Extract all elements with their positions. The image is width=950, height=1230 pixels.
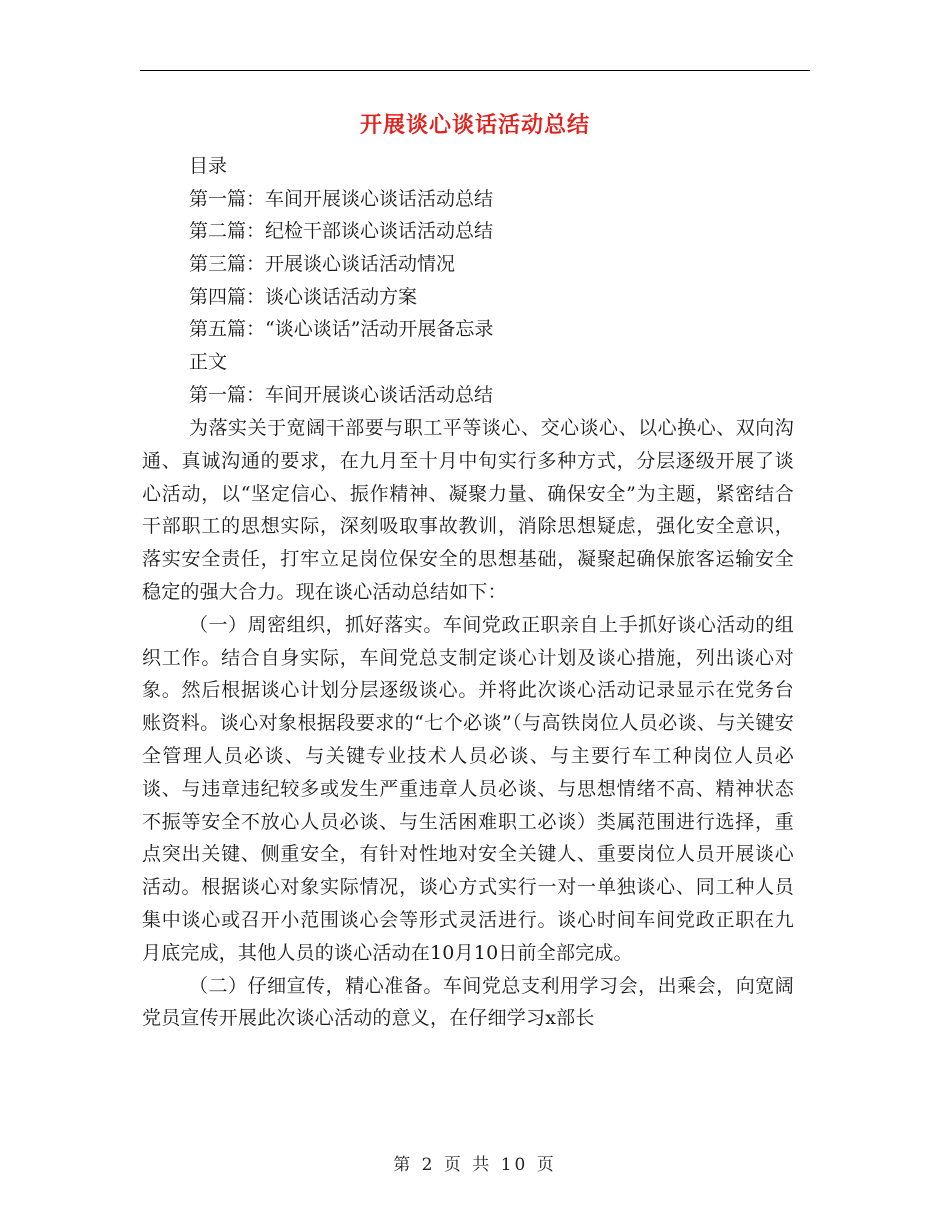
document-body [142,412,794,1035]
toc-item: 第三篇：开展谈心谈话活动情况 [189,253,456,276]
body-paragraph: （二）仔细宣传，精心准备。车间党总支利用学习会，出乘会，向宽阔党员宣传开展此次谈心活动的意义，在仔细学习x部长 [142,974,794,1030]
header-rule [140,70,810,71]
body-paragraph: 为落实关于宽阔干部要与职工平等谈心、交心谈心、以心换心、双向沟通、真诚沟通的要求，在九月至十月中旬实行多种方式，分层逐级开展了谈心活动，以“坚定信心、振作精神、凝聚力量、确保安全”为主题，紧密结合干部职工的思想实际，深刻吸取事故教训，消除思想疑虑，强化安全意识，落实安全责任，打牢立足岗位保安全的思想基础，凝聚起确保旅客运输安全稳定的强大合力。现在谈心活动总结如下： [142,417,794,603]
body-heading: 正文 [189,351,228,374]
toc-heading: 目录 [189,155,228,177]
toc-item: 第四篇：谈心谈话活动方案 [189,285,418,308]
body-paragraph: （一）周密组织，抓好落实。车间党政正职亲自上手抓好谈心活动的组织工作。结合自身实际，车间党总支制定谈心计划及谈心措施，列出谈心对象。然后根据谈心计划分层逐级谈心。并将此次谈心活动记录显示在党务台账资料。谈心对象根据段要求的“七个必谈”（与高铁岗位人员必谈、与关键安全管理人员必谈、与关键专业技术人员必谈、与主要行车工种岗位人员必谈、与违章违纪较多或发生严重违章人员必谈、与思想情绪不高、精神状态不振等安全不放心人员必谈、与生活困难职工必谈）类属范围进行选择，重点突出关键、侧重安全，有针对性地对安全关键人、重要岗位人员开展谈心活动。根据谈心对象实际情况，谈心方式实行一对一单独谈心、同工种人员集中谈心或召开小范围谈心会等形式灵活进行。谈心时间车间党政正职在九月底完成，其他人员的谈心活动在10月10日前全部完成。 [142,613,794,964]
document-title: 开展谈心谈话活动总结 [359,113,590,138]
toc-item: 第一篇：车间开展谈心谈话活动总结 [189,187,494,210]
page-footer: 第 2 页 共 10 页 [393,1155,557,1175]
table-of-contents [189,150,819,412]
toc-item: 第五篇：“谈心谈话”活动开展备忘录 [189,318,494,341]
toc-item: 第二篇：纪检干部谈心谈话活动总结 [189,220,494,243]
section-heading: 第一篇：车间开展谈心谈话活动总结 [189,383,494,406]
